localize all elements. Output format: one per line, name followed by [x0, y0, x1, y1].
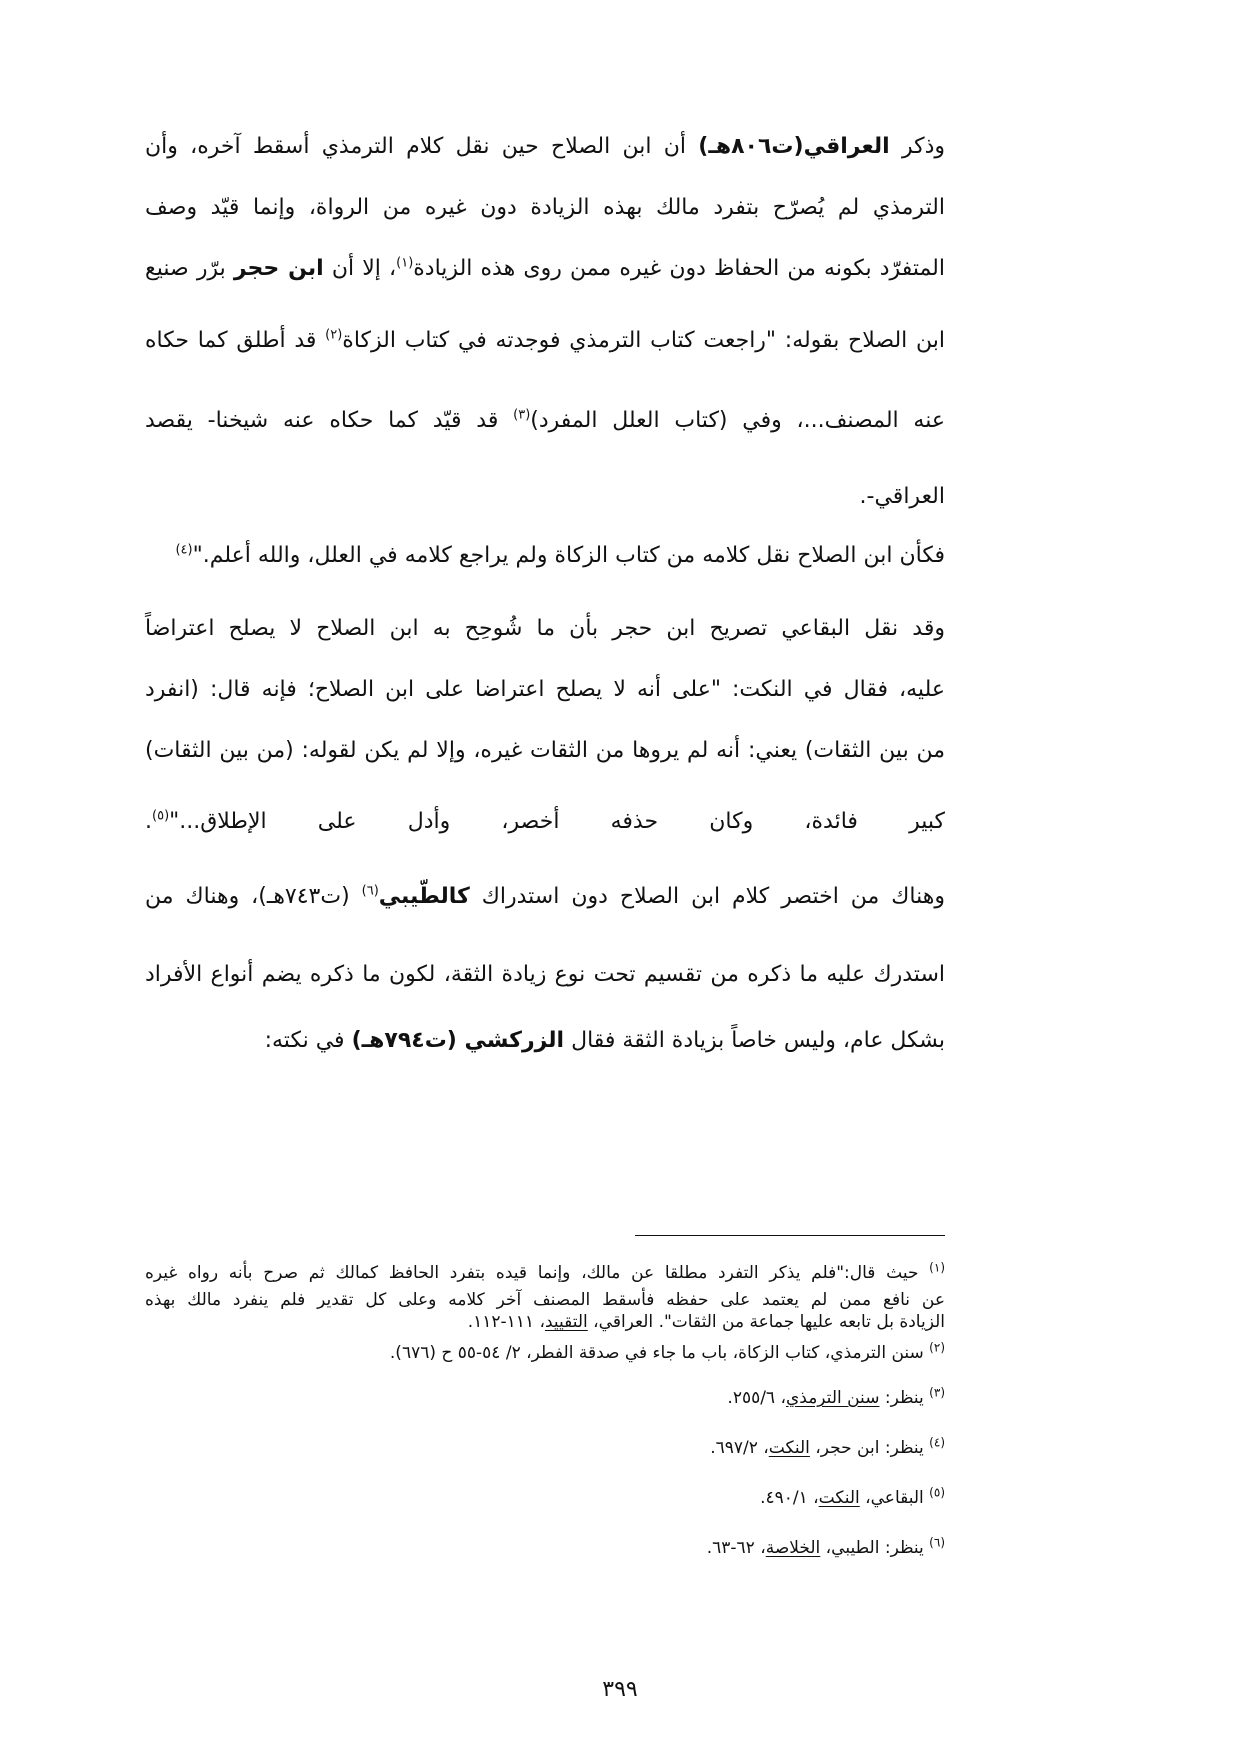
- footnote-ref-6[interactable]: (٦): [361, 883, 379, 899]
- footnote-4: [145, 1437, 945, 1459]
- text-run: ، ٦٩٧/٢.: [710, 1438, 769, 1458]
- bold-name-tibi: كالطّيبي: [378, 884, 470, 909]
- footnote-number-6: (٦): [929, 1535, 945, 1550]
- footnote-1-line-3: [145, 1311, 945, 1333]
- footnote-ref-5[interactable]: (٥): [152, 808, 170, 824]
- text-run: المتفرّد بكونه من الحفاظ دون غيره ممن روى هذه الزيادة: [413, 256, 945, 281]
- text-run: الزيادة بل تابعه عليها جماعة من الثقات". العراقي،: [587, 1312, 945, 1332]
- footnote-number-2: (٢): [929, 1340, 945, 1355]
- text-run: كبير فائدة، وكان حذفه أخصر، وأدل على الإطلاق...": [169, 809, 945, 834]
- text-run: حيث قال:"فلم يذكر التفرد مطلقا عن مالك، وإنما قيده بتفرد الحافظ كمالك ثم صرح بأنه رواه غيره: [145, 1263, 930, 1283]
- text-run: ، ٦٢-٦٣.: [706, 1538, 766, 1558]
- text-run: سنن الترمذي، كتاب الزكاة، باب ما جاء في صدقة الفطر، ٢/ ٥٤-٥٥ ح (٦٧٦).: [389, 1343, 930, 1363]
- text-run: وهناك من اختصر كلام ابن الصلاح دون استدراك: [469, 884, 945, 909]
- footnote-2: [145, 1342, 945, 1364]
- footnote-number-1: (١): [929, 1260, 945, 1275]
- footnote-ref-3[interactable]: (٣): [513, 407, 531, 423]
- bold-name-ibn-hajar: ابن حجر: [233, 256, 324, 281]
- footnote-number-5: (٥): [929, 1485, 945, 1500]
- text-run: وذكر: [889, 134, 945, 159]
- underlined-title: التقييد: [544, 1312, 588, 1332]
- footnote-ref-2[interactable]: (٢): [325, 327, 343, 343]
- footnote-ref-4[interactable]: (٤): [175, 542, 193, 558]
- bold-name-zarkashi: الزركشي (ت٧٩٤هـ): [351, 1028, 565, 1053]
- text-run: البقاعي،: [859, 1488, 930, 1508]
- text-run: ينظر:: [879, 1388, 930, 1408]
- text-run: ، إلا أن: [323, 256, 397, 281]
- underlined-title: النكت: [768, 1438, 810, 1458]
- footnote-separator: [635, 1235, 945, 1236]
- text-run: أن ابن الصلاح حين نقل كلام الترمذي أسقط آخره، وأن: [145, 134, 699, 159]
- body-line-2: الترمذي لم يُصرّح بتفرد مالك بهذه الزيادة دون غيره من الرواة، وإنما قيّد وصف: [145, 195, 945, 220]
- body-line-5: [145, 406, 945, 436]
- text-run: ، ٢٥٥/٦.: [727, 1388, 786, 1408]
- text-run: ينظر: ابن حجر،: [809, 1438, 930, 1458]
- text-run: بشكل عام، وليس خاصاً بزيادة الثقة فقال: [564, 1028, 945, 1053]
- text-run: عنه المصنف...، وفي (كتاب العلل المفرد): [530, 408, 945, 433]
- bold-name-iraqi: العراقي(ت٨٠٦هـ): [698, 134, 890, 159]
- text-run: في نكته:: [264, 1028, 352, 1053]
- footnote-ref-1[interactable]: (١): [396, 255, 414, 271]
- body-line-1: [145, 132, 945, 162]
- underlined-title: النكت: [818, 1488, 860, 1508]
- text-run: ، ١١١-١١٢.: [467, 1312, 545, 1332]
- underlined-title: سنن الترمذي: [785, 1388, 880, 1408]
- footnote-1-line-2: عن نافع ممن لم يعتمد على حفظه فأسقط المصنف آخر كلامه وعلى كل تقدير فلم ينفرد مالك بهذه: [145, 1290, 945, 1310]
- body-line-14: [145, 1026, 945, 1056]
- text-run: ، ٤٩٠/١.: [760, 1488, 819, 1508]
- footnote-1-line-1: [145, 1262, 945, 1284]
- body-line-13: استدرك عليه ما ذكره من تقسيم تحت نوع زيادة الثقة، لكون ما ذكره يضم أنواع الأفراد: [145, 962, 945, 987]
- text-run: برّر صنيع: [145, 256, 234, 281]
- footnote-5: [145, 1487, 945, 1509]
- body-line-7: [145, 541, 945, 571]
- text-run: فكأن ابن الصلاح نقل كلامه من كتاب الزكاة ولم يراجع كلامه في العلل، والله أعلم.": [192, 543, 945, 568]
- text-run: قد قيّد كما حكاه عنه شيخنا- يقصد: [145, 408, 514, 433]
- body-line-11: [145, 807, 945, 837]
- text-run: ابن الصلاح بقوله: "راجعت كتاب الترمذي فوجدته في كتاب الزكاة: [342, 328, 945, 353]
- body-line-8: وقد نقل البقاعي تصريح ابن حجر بأن ما شُوحِح به ابن الصلاح لا يصلح اعتراضاً: [145, 616, 945, 641]
- body-line-12: [145, 882, 945, 912]
- footnote-3: [145, 1387, 945, 1409]
- text-run: .: [145, 809, 152, 834]
- footnote-number-3: (٣): [929, 1385, 945, 1400]
- underlined-title: الخلاصة: [765, 1538, 821, 1558]
- page-number: ٣٩٩: [602, 1677, 638, 1702]
- body-line-4: [145, 326, 945, 356]
- footnote-6: [145, 1537, 945, 1559]
- body-line-10: من بين الثقات) يعني: أنه لم يروها من الثقات غيره، وإلا لم يكن لقوله: (من بين الثقات): [145, 738, 945, 763]
- body-line-9: عليه، فقال في النكت: "على أنه لا يصلح اعتراضا على ابن الصلاح؛ فإنه قال: (انفرد: [145, 677, 945, 702]
- footnote-number-4: (٤): [929, 1435, 945, 1450]
- text-run: (ت٧٤٣هـ)، وهناك من: [145, 884, 362, 909]
- text-run: قد أطلق كما حكاه: [145, 328, 326, 353]
- body-line-6: العراقي-.: [859, 484, 945, 509]
- body-line-3: [145, 254, 945, 284]
- text-run: ينظر: الطيبي،: [820, 1538, 930, 1558]
